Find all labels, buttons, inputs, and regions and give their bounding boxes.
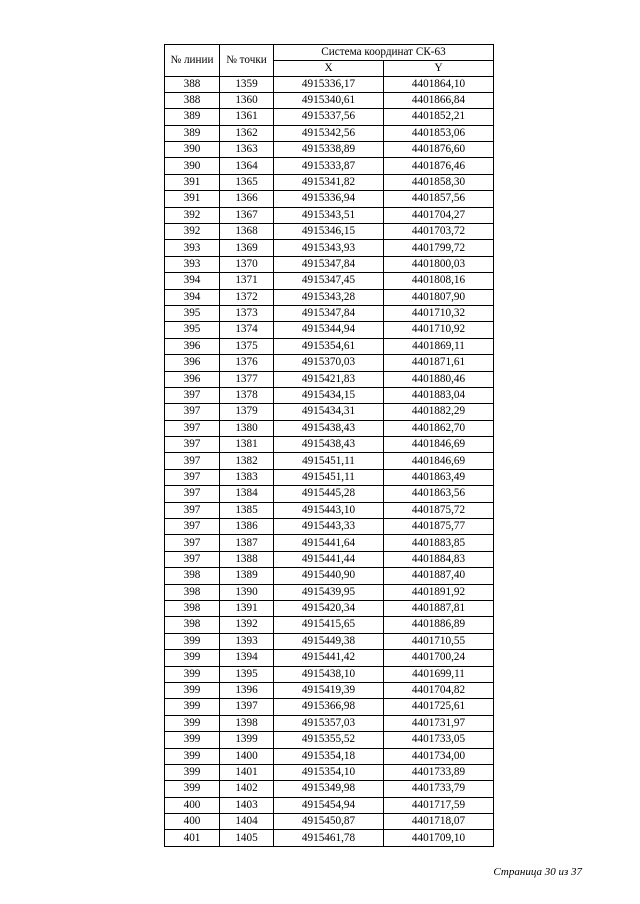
- cell-line-number: 397: [165, 453, 220, 469]
- cell-line-number: 397: [165, 420, 220, 436]
- cell-y: 4401883,04: [384, 387, 494, 403]
- cell-point-number: 1361: [220, 109, 274, 125]
- cell-point-number: 1399: [220, 732, 274, 748]
- table-row: [165, 109, 494, 125]
- cell-x: 4915341,82: [274, 174, 384, 190]
- table-row: [165, 322, 494, 338]
- cell-y: 4401875,72: [384, 502, 494, 518]
- cell-y: 4401799,72: [384, 240, 494, 256]
- cell-x: 4915438,10: [274, 666, 384, 682]
- cell-point-number: 1363: [220, 142, 274, 158]
- table-row: [165, 650, 494, 666]
- table-row: [165, 158, 494, 174]
- cell-line-number: 397: [165, 437, 220, 453]
- cell-point-number: 1390: [220, 584, 274, 600]
- cell-x: 4915347,45: [274, 273, 384, 289]
- cell-point-number: 1366: [220, 191, 274, 207]
- cell-y: 4401733,89: [384, 764, 494, 780]
- coordinates-table: [164, 44, 494, 847]
- cell-y: 4401709,10: [384, 830, 494, 846]
- cell-point-number: 1368: [220, 224, 274, 240]
- cell-point-number: 1389: [220, 568, 274, 584]
- table-row: [165, 584, 494, 600]
- cell-point-number: 1387: [220, 535, 274, 551]
- cell-y: 4401704,82: [384, 682, 494, 698]
- header-line-number: № линии: [165, 45, 220, 77]
- cell-x: 4915449,38: [274, 633, 384, 649]
- cell-x: 4915370,03: [274, 355, 384, 371]
- cell-x: 4915450,87: [274, 814, 384, 830]
- cell-point-number: 1394: [220, 650, 274, 666]
- cell-point-number: 1396: [220, 682, 274, 698]
- cell-x: 4915347,84: [274, 256, 384, 272]
- cell-y: 4401875,77: [384, 519, 494, 535]
- table-row: [165, 371, 494, 387]
- cell-y: 4401710,92: [384, 322, 494, 338]
- cell-y: 4401887,81: [384, 601, 494, 617]
- page-number: Страница 30 из 37: [493, 866, 582, 878]
- cell-x: 4915343,93: [274, 240, 384, 256]
- cell-y: 4401883,85: [384, 535, 494, 551]
- cell-line-number: 399: [165, 633, 220, 649]
- cell-x: 4915347,84: [274, 305, 384, 321]
- cell-point-number: 1405: [220, 830, 274, 846]
- table-row: [165, 682, 494, 698]
- cell-line-number: 396: [165, 338, 220, 354]
- cell-point-number: 1404: [220, 814, 274, 830]
- cell-x: 4915337,56: [274, 109, 384, 125]
- cell-y: 4401880,46: [384, 371, 494, 387]
- cell-x: 4915343,28: [274, 289, 384, 305]
- cell-point-number: 1391: [220, 601, 274, 617]
- cell-point-number: 1388: [220, 551, 274, 567]
- cell-y: 4401876,60: [384, 142, 494, 158]
- cell-line-number: 397: [165, 519, 220, 535]
- cell-y: 4401876,46: [384, 158, 494, 174]
- table-row: [165, 191, 494, 207]
- cell-x: 4915451,11: [274, 453, 384, 469]
- cell-x: 4915354,61: [274, 338, 384, 354]
- header-y: Y: [384, 61, 494, 77]
- cell-y: 4401800,03: [384, 256, 494, 272]
- cell-x: 4915443,33: [274, 519, 384, 535]
- cell-line-number: 397: [165, 404, 220, 420]
- cell-x: 4915340,61: [274, 92, 384, 108]
- header-coordinate-system: Система координат СК-63: [274, 45, 494, 61]
- cell-line-number: 396: [165, 355, 220, 371]
- cell-point-number: 1367: [220, 207, 274, 223]
- cell-point-number: 1379: [220, 404, 274, 420]
- table-row: [165, 830, 494, 846]
- cell-line-number: 389: [165, 125, 220, 141]
- cell-x: 4915441,44: [274, 551, 384, 567]
- table-row: [165, 715, 494, 731]
- cell-point-number: 1401: [220, 764, 274, 780]
- cell-x: 4915434,31: [274, 404, 384, 420]
- table-row: [165, 224, 494, 240]
- cell-line-number: 392: [165, 207, 220, 223]
- cell-line-number: 399: [165, 715, 220, 731]
- cell-y: 4401887,40: [384, 568, 494, 584]
- table-row: [165, 551, 494, 567]
- cell-line-number: 399: [165, 650, 220, 666]
- table-row: [165, 338, 494, 354]
- cell-line-number: 399: [165, 666, 220, 682]
- cell-line-number: 393: [165, 256, 220, 272]
- cell-x: 4915333,87: [274, 158, 384, 174]
- table-row: [165, 420, 494, 436]
- cell-line-number: 394: [165, 289, 220, 305]
- cell-y: 4401700,24: [384, 650, 494, 666]
- table-row: [165, 732, 494, 748]
- table-row: [165, 305, 494, 321]
- cell-y: 4401886,89: [384, 617, 494, 633]
- cell-y: 4401852,21: [384, 109, 494, 125]
- cell-point-number: 1374: [220, 322, 274, 338]
- table-row: [165, 404, 494, 420]
- cell-y: 4401717,59: [384, 797, 494, 813]
- cell-line-number: 390: [165, 158, 220, 174]
- cell-x: 4915461,78: [274, 830, 384, 846]
- cell-x: 4915454,94: [274, 797, 384, 813]
- cell-y: 4401718,07: [384, 814, 494, 830]
- cell-y: 4401853,06: [384, 125, 494, 141]
- cell-line-number: 394: [165, 273, 220, 289]
- cell-line-number: 400: [165, 814, 220, 830]
- cell-x: 4915343,51: [274, 207, 384, 223]
- cell-point-number: 1402: [220, 781, 274, 797]
- table-row: [165, 437, 494, 453]
- cell-x: 4915441,64: [274, 535, 384, 551]
- cell-x: 4915342,56: [274, 125, 384, 141]
- cell-y: 4401734,00: [384, 748, 494, 764]
- cell-point-number: 1371: [220, 273, 274, 289]
- cell-y: 4401857,56: [384, 191, 494, 207]
- table-row: [165, 502, 494, 518]
- cell-x: 4915434,15: [274, 387, 384, 403]
- table-row: [165, 568, 494, 584]
- cell-point-number: 1378: [220, 387, 274, 403]
- cell-y: 4401862,70: [384, 420, 494, 436]
- table-row: [165, 699, 494, 715]
- cell-point-number: 1398: [220, 715, 274, 731]
- cell-x: 4915354,10: [274, 764, 384, 780]
- cell-line-number: 397: [165, 502, 220, 518]
- cell-line-number: 400: [165, 797, 220, 813]
- cell-y: 4401731,97: [384, 715, 494, 731]
- cell-y: 4401846,69: [384, 453, 494, 469]
- cell-line-number: 399: [165, 781, 220, 797]
- cell-x: 4915366,98: [274, 699, 384, 715]
- cell-x: 4915415,65: [274, 617, 384, 633]
- cell-point-number: 1397: [220, 699, 274, 715]
- table-body: [165, 76, 494, 846]
- cell-x: 4915338,89: [274, 142, 384, 158]
- table-row: [165, 174, 494, 190]
- cell-point-number: 1376: [220, 355, 274, 371]
- cell-y: 4401864,10: [384, 76, 494, 92]
- cell-y: 4401725,61: [384, 699, 494, 715]
- table-row: [165, 387, 494, 403]
- cell-point-number: 1359: [220, 76, 274, 92]
- table-row: [165, 256, 494, 272]
- cell-line-number: 393: [165, 240, 220, 256]
- cell-line-number: 395: [165, 305, 220, 321]
- cell-x: 4915344,94: [274, 322, 384, 338]
- cell-x: 4915443,10: [274, 502, 384, 518]
- cell-line-number: 398: [165, 617, 220, 633]
- cell-x: 4915438,43: [274, 420, 384, 436]
- cell-point-number: 1381: [220, 437, 274, 453]
- header-x: X: [274, 61, 384, 77]
- cell-y: 4401846,69: [384, 437, 494, 453]
- cell-y: 4401807,90: [384, 289, 494, 305]
- cell-x: 4915419,39: [274, 682, 384, 698]
- cell-y: 4401882,29: [384, 404, 494, 420]
- cell-y: 4401863,56: [384, 486, 494, 502]
- table-row: [165, 781, 494, 797]
- table-row: [165, 76, 494, 92]
- cell-y: 4401863,49: [384, 469, 494, 485]
- cell-x: 4915440,90: [274, 568, 384, 584]
- cell-line-number: 392: [165, 224, 220, 240]
- cell-line-number: 398: [165, 584, 220, 600]
- cell-point-number: 1369: [220, 240, 274, 256]
- table-header: [165, 45, 494, 77]
- table-row: [165, 469, 494, 485]
- cell-y: 4401869,11: [384, 338, 494, 354]
- cell-point-number: 1392: [220, 617, 274, 633]
- table-row: [165, 273, 494, 289]
- cell-x: 4915420,34: [274, 601, 384, 617]
- cell-point-number: 1375: [220, 338, 274, 354]
- cell-x: 4915451,11: [274, 469, 384, 485]
- cell-y: 4401710,32: [384, 305, 494, 321]
- table-row: [165, 240, 494, 256]
- cell-y: 4401891,92: [384, 584, 494, 600]
- cell-point-number: 1393: [220, 633, 274, 649]
- cell-line-number: 397: [165, 469, 220, 485]
- table-row: [165, 486, 494, 502]
- cell-line-number: 398: [165, 568, 220, 584]
- cell-y: 4401866,84: [384, 92, 494, 108]
- cell-line-number: 397: [165, 551, 220, 567]
- cell-x: 4915336,17: [274, 76, 384, 92]
- cell-point-number: 1370: [220, 256, 274, 272]
- cell-line-number: 390: [165, 142, 220, 158]
- table-row: [165, 797, 494, 813]
- table-row: [165, 535, 494, 551]
- table-row: [165, 748, 494, 764]
- cell-line-number: 391: [165, 191, 220, 207]
- header-point-number: № точки: [220, 45, 274, 77]
- cell-line-number: 397: [165, 535, 220, 551]
- table-row: [165, 355, 494, 371]
- cell-x: 4915336,94: [274, 191, 384, 207]
- table-row: [165, 814, 494, 830]
- cell-y: 4401704,27: [384, 207, 494, 223]
- cell-line-number: 389: [165, 109, 220, 125]
- cell-y: 4401858,30: [384, 174, 494, 190]
- cell-point-number: 1384: [220, 486, 274, 502]
- cell-y: 4401710,55: [384, 633, 494, 649]
- cell-line-number: 391: [165, 174, 220, 190]
- cell-line-number: 398: [165, 601, 220, 617]
- cell-y: 4401871,61: [384, 355, 494, 371]
- cell-x: 4915438,43: [274, 437, 384, 453]
- cell-point-number: 1395: [220, 666, 274, 682]
- table-row: [165, 289, 494, 305]
- cell-x: 4915346,15: [274, 224, 384, 240]
- cell-line-number: 397: [165, 486, 220, 502]
- cell-line-number: 388: [165, 76, 220, 92]
- cell-point-number: 1373: [220, 305, 274, 321]
- cell-y: 4401733,05: [384, 732, 494, 748]
- table-row: [165, 92, 494, 108]
- table-row: [165, 519, 494, 535]
- cell-point-number: 1403: [220, 797, 274, 813]
- cell-x: 4915439,95: [274, 584, 384, 600]
- table-row: [165, 601, 494, 617]
- cell-line-number: 396: [165, 371, 220, 387]
- cell-point-number: 1382: [220, 453, 274, 469]
- header-row-1: [165, 45, 494, 61]
- table-row: [165, 207, 494, 223]
- cell-point-number: 1385: [220, 502, 274, 518]
- cell-point-number: 1364: [220, 158, 274, 174]
- cell-point-number: 1360: [220, 92, 274, 108]
- cell-point-number: 1365: [220, 174, 274, 190]
- cell-x: 4915354,18: [274, 748, 384, 764]
- cell-x: 4915421,83: [274, 371, 384, 387]
- cell-line-number: 399: [165, 682, 220, 698]
- cell-line-number: 397: [165, 387, 220, 403]
- cell-y: 4401733,79: [384, 781, 494, 797]
- cell-y: 4401884,83: [384, 551, 494, 567]
- cell-point-number: 1362: [220, 125, 274, 141]
- cell-x: 4915441,42: [274, 650, 384, 666]
- table-row: [165, 617, 494, 633]
- cell-point-number: 1383: [220, 469, 274, 485]
- table-row: [165, 142, 494, 158]
- table-row: [165, 764, 494, 780]
- cell-y: 4401699,11: [384, 666, 494, 682]
- cell-x: 4915349,98: [274, 781, 384, 797]
- cell-line-number: 399: [165, 699, 220, 715]
- cell-line-number: 401: [165, 830, 220, 846]
- cell-line-number: 399: [165, 748, 220, 764]
- table-row: [165, 453, 494, 469]
- cell-line-number: 388: [165, 92, 220, 108]
- cell-x: 4915355,52: [274, 732, 384, 748]
- cell-point-number: 1372: [220, 289, 274, 305]
- cell-y: 4401808,16: [384, 273, 494, 289]
- table-row: [165, 666, 494, 682]
- cell-x: 4915445,28: [274, 486, 384, 502]
- cell-point-number: 1386: [220, 519, 274, 535]
- cell-x: 4915357,03: [274, 715, 384, 731]
- cell-point-number: 1380: [220, 420, 274, 436]
- cell-line-number: 399: [165, 764, 220, 780]
- table-row: [165, 125, 494, 141]
- table-row: [165, 633, 494, 649]
- cell-y: 4401703,72: [384, 224, 494, 240]
- cell-line-number: 395: [165, 322, 220, 338]
- cell-point-number: 1400: [220, 748, 274, 764]
- cell-point-number: 1377: [220, 371, 274, 387]
- cell-line-number: 399: [165, 732, 220, 748]
